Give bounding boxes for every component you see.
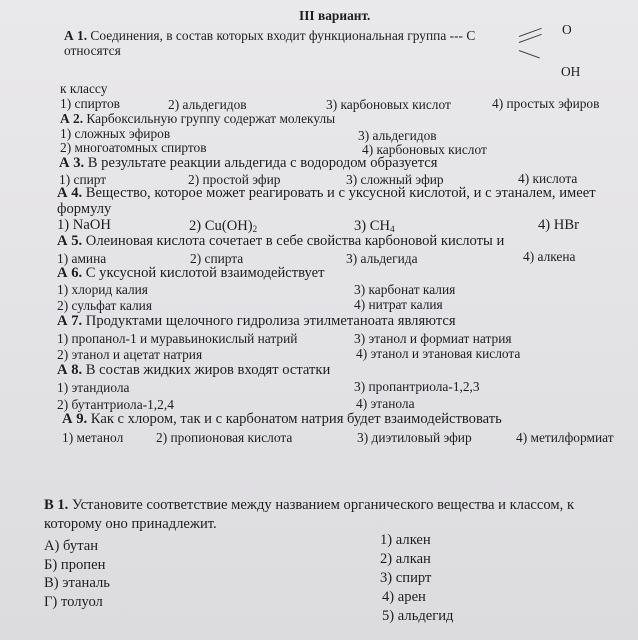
a8-option-4: 4) этанола: [356, 396, 415, 411]
a7-label: А 7.: [57, 313, 83, 329]
a9-option-3: 3) диэтиловый эфир: [357, 430, 472, 445]
a5-text: Олеиновая кислота сочетает в себе свойства карбоновой кислоты и: [85, 233, 505, 249]
a2-label: А 2.: [60, 111, 84, 126]
b1-left-d: Г) толуол: [44, 594, 103, 610]
a5-option-1: 1) амина: [57, 251, 107, 266]
a3-option-2: 2) простой эфир: [188, 172, 281, 187]
a5-option-4: 4) алкена: [523, 249, 576, 264]
a1-option-3: 3) карбоновых кислот: [326, 97, 451, 112]
a7-text: Продуктами щелочного гидролиза этилметаноата являются: [85, 313, 456, 329]
a6-option-4: 4) нитрат калия: [354, 297, 443, 312]
b1-right-1: 1) алкен: [380, 532, 431, 548]
a4-option-4: 4) HBr: [538, 217, 579, 233]
a6-text: С уксусной кислотой взаимодействует: [85, 265, 325, 281]
a8-option-3: 3) пропантриола-1,2,3: [354, 379, 480, 394]
a4-option-2: 2) $Cu(OH)_2$: [189, 218, 258, 234]
a7-option-4: 4) этанол и этановая кислота: [356, 346, 521, 361]
a9-option-4: 4) метилформиат: [516, 430, 614, 445]
a5-label: А 5.: [57, 233, 83, 249]
a4-text-2: формулу: [57, 201, 112, 217]
a1-text: Соединения, в состав которых входит функциональная группа --- С: [90, 28, 476, 43]
a9-text: Как с хлором, так и с карбонатом натрия будет взаимодействовать: [90, 411, 502, 427]
a6-option-2: 2) сульфат калия: [57, 298, 153, 313]
a3-option-1: 1) спирт: [59, 172, 107, 187]
a3-option-4: 4) кислота: [518, 171, 578, 186]
a4-option-1: 1) NaOH: [57, 217, 111, 233]
a6-option-3: 3) карбонат калия: [354, 282, 456, 297]
a8-text: В состав жидких жиров входят остатки: [85, 362, 331, 378]
b1-right-5: 5) альдегид: [382, 608, 454, 624]
a6-label: А 6.: [57, 265, 83, 281]
a8-option-2: 2) бутантриола-1,2,4: [57, 397, 174, 412]
a2-option-3: 3) альдегидов: [358, 128, 437, 143]
a1-text-3: к классу: [60, 81, 108, 96]
b1-left-b: Б) пропен: [44, 557, 106, 573]
formula-o: O: [562, 22, 572, 37]
a9-label: А 9.: [62, 411, 88, 427]
a1-option-1: 1) спиртов: [60, 96, 120, 111]
a3-option-3: 3) сложный эфир: [346, 172, 444, 187]
a2-option-4: 4) карбоновых кислот: [362, 142, 487, 157]
a3-label: А 3.: [59, 155, 85, 171]
a2-text: Карбоксильную группу содержат молекулы: [86, 111, 336, 126]
b1-text: Установите соответствие между названием органического вещества и классом, к: [71, 497, 575, 513]
a6-option-1: 1) хлорид калия: [57, 282, 148, 297]
b1-right-2: 2) алкан: [380, 551, 431, 567]
a9-option-1: 1) метанол: [62, 430, 124, 445]
a4-text: Вещество, которое может реагировать и с уксусной кислотой, и с этаналем, имеет: [85, 185, 596, 201]
b1-left-a: А) бутан: [44, 538, 99, 554]
a1-label: А 1.: [64, 28, 88, 43]
a7-option-2: 2) этанол и ацетат натрия: [57, 347, 203, 362]
a8-option-1: 1) этандиола: [57, 380, 130, 395]
a5-option-3: 3) альдегида: [346, 251, 418, 266]
a1-text-2: относятся: [64, 43, 121, 58]
b1-left-c: В) этаналь: [44, 575, 110, 591]
a4-option-3: 3) $CH_4$: [354, 218, 395, 234]
b1-right-4: 4) арен: [382, 589, 426, 605]
formula-oh: OH: [561, 64, 581, 79]
a8-label: А 8.: [57, 362, 83, 378]
b1-right-3: 3) спирт: [380, 570, 432, 586]
a2-option-1: 1) сложных эфиров: [60, 126, 171, 141]
a7-option-1: 1) пропанол-1 и муравьинокислый натрий: [57, 331, 298, 346]
a1-option-2: 2) альдегидов: [168, 97, 247, 112]
variant-title: III вариант.: [299, 8, 371, 23]
a2-option-2: 2) многоатомных спиртов: [60, 140, 207, 155]
a1-option-4: 4) простых эфиров: [492, 96, 600, 111]
a3-text: В результате реакции альдегида с водородом образуется: [87, 155, 438, 171]
a9-option-2: 2) пропионовая кислота: [156, 430, 293, 445]
b1-text-2: которому оно принадлежит.: [44, 516, 217, 532]
a5-option-2: 2) спирта: [190, 251, 244, 266]
a4-label: А 4.: [57, 185, 83, 201]
a7-option-3: 3) этанол и формиат натрия: [354, 331, 512, 346]
b1-label: В 1.: [44, 497, 69, 513]
single-bond-line: [519, 50, 540, 58]
